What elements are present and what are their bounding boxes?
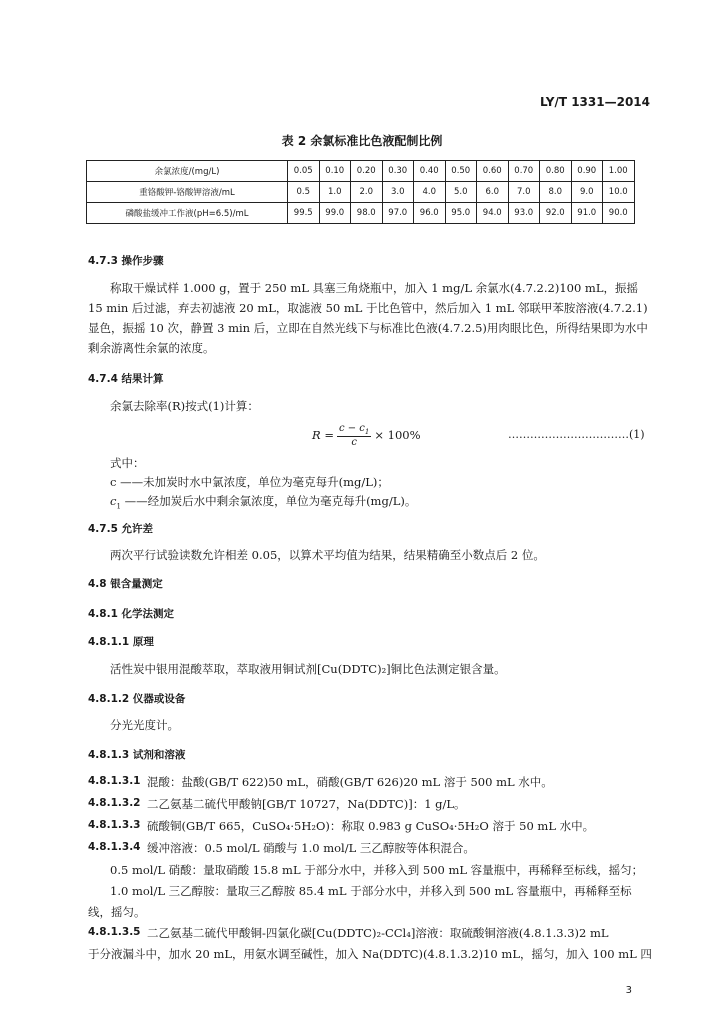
table-cell: 98.0 (351, 203, 383, 224)
table-cell: 6.0 (477, 182, 509, 203)
section-heading-4-8-1-2: 4.8.1.2 仪器或设备 (88, 693, 186, 705)
item-text: 二乙氨基二硫代甲酸铜-四氯化碳[Cu(DDTC)₂-CCl₄]溶液：取硫酸铜溶液(4.8.1.3.3)2 mL (147, 926, 609, 940)
table-cell: 0.80 (540, 161, 572, 182)
table-cell: 5.0 (445, 182, 477, 203)
item-text: 缓冲溶液：0.5 mol/L 硝酸与 1.0 mol/L 三乙醇胺等体积混合。 (147, 841, 475, 855)
item-number: 4.8.1.3.1 (88, 775, 141, 787)
row-label: 重铬酸钾-铬酸钾溶液/mL (87, 182, 288, 203)
table-caption: 表 2 余氯标准比色液配制比例 (281, 134, 443, 148)
section-heading-4-7-4: 4.7.4 结果计算 (88, 373, 164, 385)
table-cell: 0.70 (508, 161, 540, 182)
formula-lhs: R = (312, 428, 334, 442)
formula-rhs: × 100% (374, 428, 421, 442)
tolerance-paragraph: 两次平行试验读数允许相差 0.05，以算术平均值为结果，结果精确至小数点后 2 位。 (110, 548, 545, 562)
table-cell: 96.0 (414, 203, 446, 224)
calc-intro: 余氯去除率(R)按式(1)计算： (110, 399, 259, 413)
principle-paragraph: 活性炭中银用混酸萃取，萃取液用铜试剂[Cu(DDTC)₂]铜比色法测定银含量。 (110, 662, 506, 676)
row-label: 磷酸盐缓冲工作液(pH=6.5)/mL (87, 203, 288, 224)
table-cell: 95.0 (445, 203, 477, 224)
table-cell: 90.0 (603, 203, 635, 224)
table-cell: 0.60 (477, 161, 509, 182)
row-label: 余氯浓度/(mg/L) (87, 161, 288, 182)
variable-c1-sub: 1 (116, 502, 121, 511)
item-text: 混酸：盐酸(GB/T 622)50 mL，硝酸(GB/T 626)20 mL 溶于 500 mL 水中。 (147, 775, 553, 789)
variable-c1-definition (110, 493, 416, 510)
section-heading-4-8: 4.8 银含量测定 (88, 578, 163, 590)
table-row (87, 203, 635, 224)
table-cell: 3.0 (382, 182, 414, 203)
formula-numerator: c − c (338, 422, 365, 434)
section-heading-4-8-1: 4.8.1 化学法测定 (88, 608, 175, 620)
item-number: 4.8.1.3.5 (88, 926, 141, 938)
standard-number: LY/T 1331—2014 (539, 95, 650, 109)
table-cell: 4.0 (414, 182, 446, 203)
table-cell: 0.30 (382, 161, 414, 182)
formula-denominator: c (351, 436, 357, 448)
section-heading-4-8-1-1: 4.8.1.1 原理 (88, 636, 154, 648)
variable-c1-symbol: c (110, 494, 117, 508)
triethanolamine-note: 1.0 mol/L 三乙醇胺：量取三乙醇胺 85.4 mL 于部分水中，并移入到 500 mL 容量瓶中，再稀释至标 (110, 884, 632, 898)
formula-fraction (337, 423, 371, 448)
triethanolamine-note-cont: 线，摇匀。 (88, 905, 146, 919)
variable-c1-text: ——经加炭后水中剩余氯浓度，单位为毫克每升(mg/L)。 (120, 494, 417, 508)
table-cell: 0.05 (288, 161, 320, 182)
operation-steps-paragraph: 称取干燥试样 1.000 g，置于 250 mL 具塞三角烧瓶中，加入 1 mg/L 余氯水(4.7.2.2)100 mL，振摇 15 min 后过滤，弃去初滤液 20 mL，取滤液 50 mL 于比色管中，然后加入 1 mL 邻联甲苯胺溶液(4.7.2.1)显色，振摇 10 次，静置 3 min 后，立即在自然光线下与标准比色液(4.7.2.5)用肉眼比色，所得结果即为水中剩余游离性余氯的浓度。 (88, 281, 648, 355)
table-cell: 94.0 (477, 203, 509, 224)
table-cell: 0.50 (445, 161, 477, 182)
table-cell: 97.0 (382, 203, 414, 224)
formula (312, 418, 421, 452)
table-row (87, 161, 635, 182)
variable-c-definition: c ——未加炭时水中氯浓度，单位为毫克每升(mg/L)； (110, 475, 389, 489)
item-number: 4.8.1.3.3 (88, 819, 141, 831)
table-cell: 8.0 (540, 182, 572, 203)
table-cell: 91.0 (571, 203, 603, 224)
where-label: 式中： (110, 456, 145, 470)
table-cell: 1.0 (319, 182, 351, 203)
nitric-acid-note: 0.5 mol/L 硝酸：量取硝酸 15.8 mL 于部分水中，并移入到 500 mL 容量瓶中，再稀释至标线，摇匀； (110, 863, 644, 877)
formula-numerator-sub: 1 (364, 427, 370, 436)
table-row (87, 182, 635, 203)
page-number: 3 (625, 985, 632, 996)
section-heading-4-7-5: 4.7.5 允许差 (88, 523, 154, 535)
item-text: 二乙氨基二硫代甲酸钠[GB/T 10727，Na(DDTC)]：1 g/L。 (147, 797, 466, 811)
table-cell: 10.0 (603, 182, 635, 203)
section-heading-4-7-3: 4.7.3 操作步骤 (88, 255, 164, 267)
table-cell: 92.0 (540, 203, 572, 224)
table-cell: 99.5 (288, 203, 320, 224)
table-cell: 9.0 (571, 182, 603, 203)
formula-reference: ……………………………(1) (508, 428, 645, 441)
item-number: 4.8.1.3.2 (88, 797, 141, 809)
item-text: 硫酸铜(GB/T 665，CuSO₄·5H₂O)：称取 0.983 g CuSO₄·5H₂O 溶于 50 mL 水中。 (147, 819, 595, 833)
table-cell: 1.00 (603, 161, 635, 182)
table-cell: 0.5 (288, 182, 320, 203)
table-cell: 7.0 (508, 182, 540, 203)
table-cell: 0.90 (571, 161, 603, 182)
table-cell: 2.0 (351, 182, 383, 203)
table-cell: 93.0 (508, 203, 540, 224)
item-text-cont: 于分液漏斗中，加水 20 mL，用氨水调至碱性，加入 Na(DDTC)(4.8.1.3.2)10 mL，摇匀，加入 100 mL 四 (88, 947, 652, 961)
section-heading-4-8-1-3: 4.8.1.3 试剂和溶液 (88, 749, 186, 761)
item-number: 4.8.1.3.4 (88, 841, 141, 853)
instrument-paragraph: 分光光度计。 (110, 718, 179, 732)
table-cell: 0.10 (319, 161, 351, 182)
ratio-table (86, 160, 635, 224)
table-cell: 0.20 (351, 161, 383, 182)
table-cell: 0.40 (414, 161, 446, 182)
table-cell: 99.0 (319, 203, 351, 224)
